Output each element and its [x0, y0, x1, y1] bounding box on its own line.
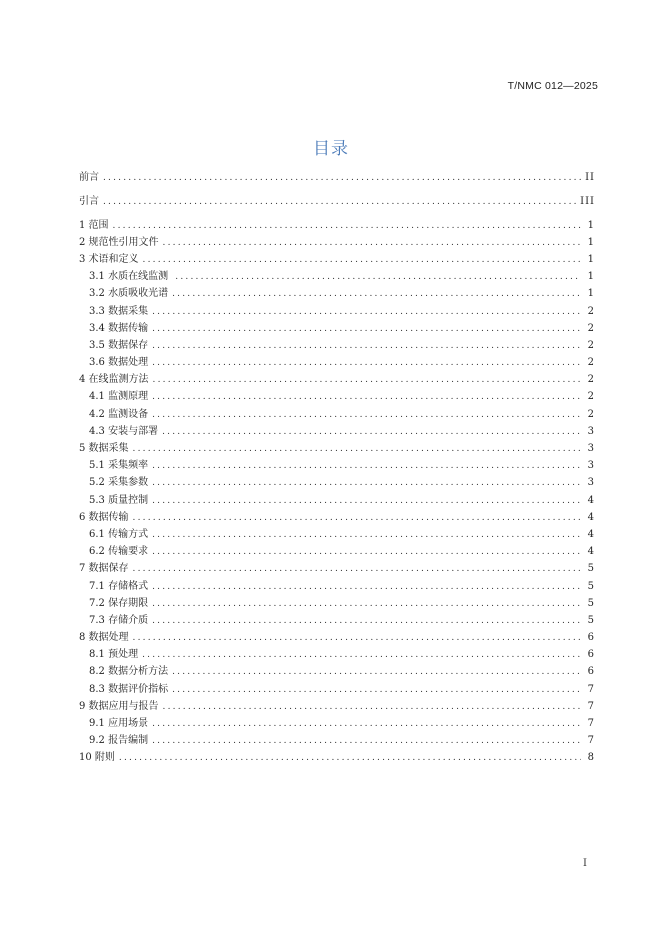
toc-entry-section-4-2[interactable]	[79, 403, 595, 420]
toc-entry-page: 3	[587, 477, 595, 489]
toc-entry-page: 1	[587, 288, 595, 300]
toc-leader-dots	[143, 254, 581, 266]
toc-leader-dots	[103, 196, 576, 208]
toc-leader-dots	[142, 649, 581, 661]
toc-leader-dots	[152, 615, 581, 627]
toc-entry-section-3[interactable]	[79, 249, 595, 266]
toc-entry-label: 8.1 预处理	[89, 649, 139, 661]
toc-entry-section-3-4[interactable]	[79, 318, 595, 335]
toc-entry-page: 4	[587, 494, 595, 506]
toc-leader-dots	[152, 477, 581, 489]
toc-entry-section-8-2[interactable]	[79, 661, 595, 678]
toc-entry-page: 5	[587, 580, 595, 592]
toc-leader-dots	[172, 666, 581, 678]
toc-leader-dots	[133, 632, 581, 644]
toc-entry-section-5-3[interactable]	[79, 489, 595, 506]
toc-leader-dots	[113, 220, 581, 232]
toc-leader-dots	[152, 409, 581, 421]
toc-entry-section-6-2[interactable]	[79, 541, 595, 558]
toc-entry-label: 7.2 保存期限	[89, 597, 149, 609]
toc-leader-dots	[163, 701, 581, 713]
toc-entry-label: 7 数据保存	[79, 563, 129, 575]
toc-entry-label: 5.2 采集参数	[89, 477, 149, 489]
toc-entry-page: 2	[587, 374, 595, 386]
toc-leader-dots	[103, 172, 581, 184]
toc-leader-dots	[162, 426, 581, 438]
toc-entry-page: 7	[587, 735, 595, 747]
toc-title: 目录	[313, 139, 349, 159]
toc-entry-section-7-1[interactable]	[79, 575, 595, 592]
toc-entry-page: 1	[587, 253, 595, 265]
toc-entry-introduction[interactable]	[79, 191, 595, 208]
toc-entry-page: 8	[587, 752, 595, 764]
toc-entry-page: 1	[587, 271, 595, 283]
toc-entry-section-3-5[interactable]	[79, 335, 595, 352]
toc-entry-label: 5.1 采集频率	[89, 460, 149, 472]
toc-leader-dots	[163, 237, 581, 249]
toc-entry-label: 4 在线监测方法	[79, 374, 149, 386]
toc-leader-dots	[152, 340, 581, 352]
toc-entry-label: 7.3 存储介质	[89, 614, 149, 626]
toc-leader-dots	[133, 443, 581, 455]
document-code: T/NMC 012—2025	[507, 80, 598, 92]
toc-entry-page: 2	[587, 391, 595, 403]
toc-entry-page: 6	[587, 649, 595, 661]
toc-entry-label: 5.3 质量控制	[89, 494, 149, 506]
toc-entry-label: 引言	[79, 196, 99, 208]
toc-leader-dots	[119, 752, 581, 764]
toc-entry-section-3-1[interactable]	[79, 266, 595, 283]
toc-entry-page: 4	[587, 546, 595, 558]
toc-leader-dots	[152, 460, 581, 472]
toc-entry-label: 3.2 水质吸收光谱	[89, 288, 169, 300]
toc-entry-label: 9.1 应用场景	[89, 718, 149, 729]
toc-entry-section-8-3[interactable]	[79, 678, 595, 695]
toc-entry-section-7-3[interactable]	[79, 610, 595, 627]
toc-entry-label: 4.3 安装与部署	[89, 425, 159, 437]
toc-leader-dots	[133, 563, 581, 575]
toc-entry-label: 6 数据传输	[79, 511, 129, 523]
toc-entry-page: 6	[587, 632, 595, 644]
toc-leader-dots	[152, 323, 581, 335]
toc-leader-dots	[153, 374, 581, 386]
toc-entry-page: 7	[587, 683, 595, 695]
toc-entry-label: 4.1 监测原理	[89, 391, 149, 403]
toc-leader-dots	[152, 581, 581, 593]
toc-entry-page: 1	[587, 219, 595, 231]
toc-entry-page: 6	[587, 666, 595, 678]
toc-entry-label: 3.5 数据保存	[89, 339, 149, 351]
toc-entry-label: 9 数据应用与报告	[79, 700, 159, 712]
toc-entry-label: 1 范围	[79, 219, 109, 231]
toc-entry-label: 8.3 数据评价指标	[89, 683, 169, 695]
toc-entry-label: 5 数据采集	[79, 443, 129, 454]
toc-leader-dots	[152, 598, 581, 610]
toc-entry-section-5-2[interactable]	[79, 472, 595, 489]
toc-leader-dots	[175, 271, 581, 283]
toc-entry-section-1[interactable]	[79, 214, 595, 231]
toc-entry-page: 2	[587, 408, 595, 420]
toc-entry-section-3-2[interactable]	[79, 283, 595, 300]
toc-entry-page: 2	[587, 339, 595, 351]
toc-leader-dots	[133, 512, 581, 524]
toc-entry-section-7-2[interactable]	[79, 593, 595, 610]
toc-entry-label: 8 数据处理	[79, 632, 129, 644]
toc-entry-page: 2	[587, 357, 595, 369]
toc-leader-dots	[152, 391, 581, 403]
toc-leader-dots	[152, 546, 581, 558]
toc-entry-label: 2 规范性引用文件	[79, 236, 159, 248]
toc-entry-page: 3	[587, 443, 595, 454]
toc-entry-section-4[interactable]	[79, 369, 595, 386]
toc-entry-section-3-6[interactable]	[79, 352, 595, 369]
toc-entry-section-9-1[interactable]	[79, 713, 595, 730]
toc-leader-dots	[172, 288, 581, 300]
toc-entry-page: 7	[587, 700, 595, 712]
toc-entry-foreword[interactable]	[79, 167, 595, 184]
toc-entry-page: 5	[587, 614, 595, 626]
toc-entry-label: 6.2 传输要求	[89, 546, 149, 558]
toc-leader-dots	[152, 357, 581, 369]
toc-entry-label: 7.1 存储格式	[89, 580, 149, 592]
toc-entry-label: 3.6 数据处理	[89, 357, 149, 369]
toc-entry-page: 3	[587, 425, 595, 437]
toc-entry-page: 5	[587, 597, 595, 609]
toc-entry-page: III	[580, 196, 595, 208]
toc-entry-label: 10 附则	[79, 752, 115, 764]
toc-leader-dots	[152, 735, 581, 747]
toc-entry-section-9[interactable]	[79, 696, 595, 713]
toc-entry-label: 9.2 报告编制	[89, 735, 149, 747]
toc-entry-section-3-3[interactable]	[79, 300, 595, 317]
toc-entry-section-2[interactable]	[79, 232, 595, 249]
toc-entry-page: 1	[587, 236, 595, 248]
table-of-contents	[79, 167, 595, 764]
toc-entry-label: 3 术语和定义	[79, 253, 139, 265]
toc-leader-dots	[152, 306, 581, 318]
toc-entry-label: 8.2 数据分析方法	[89, 666, 169, 678]
toc-entry-page: 2	[587, 305, 595, 317]
toc-entry-section-4-1[interactable]	[79, 386, 595, 403]
toc-entry-section-6-1[interactable]	[79, 524, 595, 541]
toc-entry-section-6[interactable]	[79, 507, 595, 524]
toc-entry-page: 7	[587, 718, 595, 729]
toc-entry-section-8-1[interactable]	[79, 644, 595, 661]
toc-entry-section-8[interactable]	[79, 627, 595, 644]
toc-entry-page: 5	[587, 563, 595, 575]
toc-entry-label: 3.1 水质在线监测	[89, 271, 172, 283]
toc-entry-label: 6.1 传输方式	[89, 528, 149, 540]
toc-entry-section-4-3[interactable]	[79, 421, 595, 438]
toc-entry-label: 4.2 监测设备	[89, 408, 149, 420]
toc-entry-section-10[interactable]	[79, 747, 595, 764]
toc-entry-section-7[interactable]	[79, 558, 595, 575]
toc-entry-page: 4	[587, 528, 595, 540]
toc-entry-section-9-2[interactable]	[79, 730, 595, 747]
toc-leader-dots	[152, 529, 581, 541]
toc-entry-page: II	[585, 172, 595, 184]
toc-entry-section-5-1[interactable]	[79, 455, 595, 472]
toc-leader-dots	[152, 495, 581, 507]
toc-entry-label: 3.3 数据采集	[89, 305, 149, 317]
toc-entry-label: 前言	[79, 172, 99, 184]
toc-entry-section-5[interactable]	[79, 438, 595, 455]
toc-entry-page: 3	[587, 460, 595, 472]
toc-entry-page: 2	[587, 322, 595, 334]
toc-entry-label: 3.4 数据传输	[89, 322, 149, 334]
page-number: I	[583, 858, 587, 869]
toc-leader-dots	[172, 684, 581, 696]
toc-leader-dots	[152, 718, 581, 730]
toc-entry-page: 4	[587, 511, 595, 523]
